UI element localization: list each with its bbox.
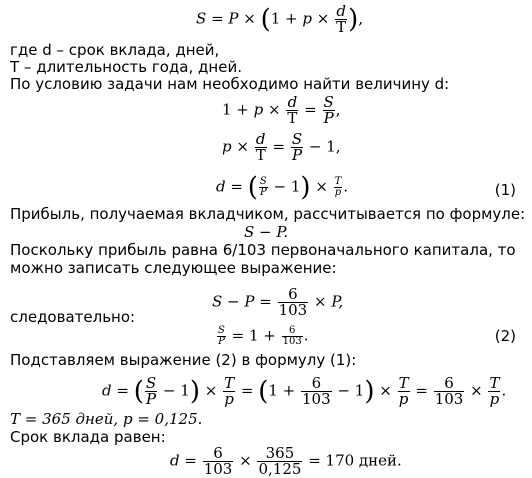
formula-result bbox=[170, 446, 402, 477]
formula-text: = bbox=[206, 9, 229, 28]
where-d-text: где d – срок вклада, дней, bbox=[10, 41, 220, 59]
fraction-numerator: d bbox=[255, 130, 266, 148]
therefore-text: следовательно: bbox=[10, 308, 136, 326]
formula-text: . bbox=[343, 177, 349, 196]
equation-number-2: (2) bbox=[494, 327, 516, 345]
formula-profit: S − P. bbox=[244, 223, 289, 241]
fraction-denominator: T bbox=[287, 109, 298, 127]
formula-text: × bbox=[238, 9, 261, 28]
fraction bbox=[203, 446, 234, 477]
fraction-denominator: P bbox=[291, 146, 303, 164]
fraction-numerator: S bbox=[323, 93, 334, 111]
fraction-denominator: P bbox=[259, 187, 267, 198]
fraction-numerator: S bbox=[291, 130, 303, 148]
fraction bbox=[291, 132, 303, 163]
fraction-numerator: T bbox=[334, 176, 342, 187]
given-values: T = 365 дней, p = 0,125. bbox=[10, 410, 203, 428]
fraction-numerator: T bbox=[489, 374, 500, 392]
formula-text: × bbox=[310, 177, 333, 196]
formula-text: = bbox=[179, 451, 202, 470]
fraction bbox=[334, 177, 343, 198]
fraction-denominator: T bbox=[255, 146, 266, 164]
formula-step-1 bbox=[222, 95, 341, 126]
formula-text: S bbox=[196, 9, 207, 28]
formula-text: 1 + bbox=[268, 381, 301, 400]
fraction bbox=[301, 376, 332, 407]
formula-text: p bbox=[253, 100, 264, 119]
formula-text: = 1 + bbox=[226, 326, 281, 345]
fraction-numerator: T bbox=[398, 374, 409, 392]
equation-number-1: (1) bbox=[494, 181, 516, 199]
formula-main bbox=[196, 4, 363, 35]
formula-paren: ) bbox=[189, 376, 200, 407]
formula-text: × bbox=[234, 451, 257, 470]
fraction-numerator: 6 bbox=[434, 376, 465, 392]
formula-text: . bbox=[303, 326, 309, 345]
fraction bbox=[323, 95, 335, 126]
formula-text: − 1 bbox=[268, 177, 301, 196]
formula-text: p bbox=[222, 137, 232, 156]
formula-text: d bbox=[216, 177, 226, 196]
formula-paren: ) bbox=[348, 4, 359, 35]
fraction-numerator: S bbox=[218, 325, 225, 336]
formula-substitution bbox=[102, 376, 506, 407]
formula-text: , bbox=[335, 100, 341, 119]
formula-text: × bbox=[465, 381, 488, 400]
formula-text: × bbox=[199, 381, 223, 400]
fraction-numerator: 6 bbox=[301, 376, 332, 392]
fraction-numerator: d bbox=[287, 93, 298, 111]
condition-text: По условию задачи нам необходимо найти величину d: bbox=[10, 75, 450, 93]
fraction bbox=[335, 4, 347, 35]
fraction-denominator: P bbox=[218, 336, 225, 347]
fraction-numerator: d bbox=[336, 2, 346, 20]
fraction-numerator: 6 bbox=[282, 326, 303, 337]
fraction bbox=[286, 95, 298, 126]
formula-text: × bbox=[312, 9, 335, 28]
formula-step-3 bbox=[212, 287, 343, 318]
fraction-numerator: S bbox=[145, 374, 157, 392]
fraction-denominator: p bbox=[489, 390, 500, 408]
formula-text: = 170 дней. bbox=[303, 451, 402, 470]
formula-paren: ( bbox=[260, 4, 271, 35]
formula-text: 1 + bbox=[270, 9, 303, 28]
formula-text: . bbox=[501, 381, 507, 400]
formula-step-2 bbox=[222, 132, 341, 163]
formula-text: × bbox=[374, 381, 397, 400]
fraction bbox=[488, 376, 500, 407]
formula-text: d bbox=[102, 381, 112, 400]
fraction-denominator: p bbox=[224, 390, 234, 408]
formula-paren: ) bbox=[300, 172, 311, 203]
fraction-numerator: 365 bbox=[257, 446, 302, 462]
fraction-denominator: p bbox=[398, 390, 409, 408]
fraction bbox=[257, 446, 302, 477]
formula-paren: ( bbox=[258, 376, 269, 407]
formula-text: S − P = bbox=[212, 292, 277, 311]
fraction-denominator: T bbox=[336, 18, 347, 36]
formula-paren: ( bbox=[247, 172, 258, 203]
formula-text: × bbox=[263, 100, 286, 119]
formula-text: d bbox=[170, 451, 180, 470]
fraction bbox=[145, 376, 157, 407]
fraction-denominator: 103 bbox=[278, 301, 308, 319]
fraction-denominator: p bbox=[334, 187, 342, 198]
formula-text: P bbox=[228, 9, 239, 28]
fraction-numerator: S bbox=[259, 176, 267, 187]
formula-1 bbox=[216, 172, 349, 203]
formula-text: − 1 bbox=[332, 381, 365, 400]
formula-text: = bbox=[111, 381, 134, 400]
since-text-1: Поскольку прибыль равна 6/103 первоначального капитала, то bbox=[10, 241, 516, 259]
fraction bbox=[278, 287, 309, 318]
fraction-denominator: P bbox=[323, 109, 334, 127]
formula-text: = bbox=[267, 137, 290, 156]
formula-paren: ( bbox=[133, 376, 144, 407]
formula-text: 1 + bbox=[222, 100, 254, 119]
fraction bbox=[255, 132, 267, 163]
fraction-numerator: 6 bbox=[278, 287, 309, 303]
fraction bbox=[223, 376, 235, 407]
profit-formula-text: Прибыль, получаемая вкладчиком, рассчитывается по формуле: bbox=[10, 205, 526, 223]
fraction-denominator: P bbox=[145, 390, 157, 408]
formula-text: × P, bbox=[309, 292, 344, 311]
fraction-denominator: 103 bbox=[434, 390, 464, 408]
formula-paren: ) bbox=[364, 376, 375, 407]
fraction bbox=[217, 326, 226, 347]
formula-text: = bbox=[410, 381, 433, 400]
fraction bbox=[434, 376, 465, 407]
formula-text: = bbox=[299, 100, 322, 119]
term-text: Срок вклада равен: bbox=[10, 428, 166, 446]
fraction-denominator: 103 bbox=[203, 460, 233, 478]
fraction bbox=[259, 177, 268, 198]
formula-text: p bbox=[302, 9, 313, 28]
where-t-text: T – длительность года, дней. bbox=[10, 58, 242, 76]
formula-text: × bbox=[231, 137, 254, 156]
fraction-numerator: 6 bbox=[203, 446, 234, 462]
substitute-text: Подставляем выражение (2) в формулу (1): bbox=[10, 351, 357, 369]
fraction bbox=[398, 376, 410, 407]
formula-text: − 1 bbox=[158, 381, 190, 400]
formula-text: = bbox=[236, 381, 259, 400]
since-text-2: можно записать следующее выражение: bbox=[10, 259, 337, 277]
fraction-denominator: 103 bbox=[282, 336, 302, 347]
formula-text: − 1, bbox=[304, 137, 341, 156]
formula-2 bbox=[216, 326, 309, 347]
fraction-denominator: 0,125 bbox=[258, 460, 302, 478]
fraction-numerator: T bbox=[224, 374, 235, 392]
formula-text: = bbox=[225, 177, 248, 196]
fraction bbox=[282, 326, 303, 347]
fraction-denominator: 103 bbox=[302, 390, 331, 408]
formula-text: , bbox=[358, 9, 364, 28]
